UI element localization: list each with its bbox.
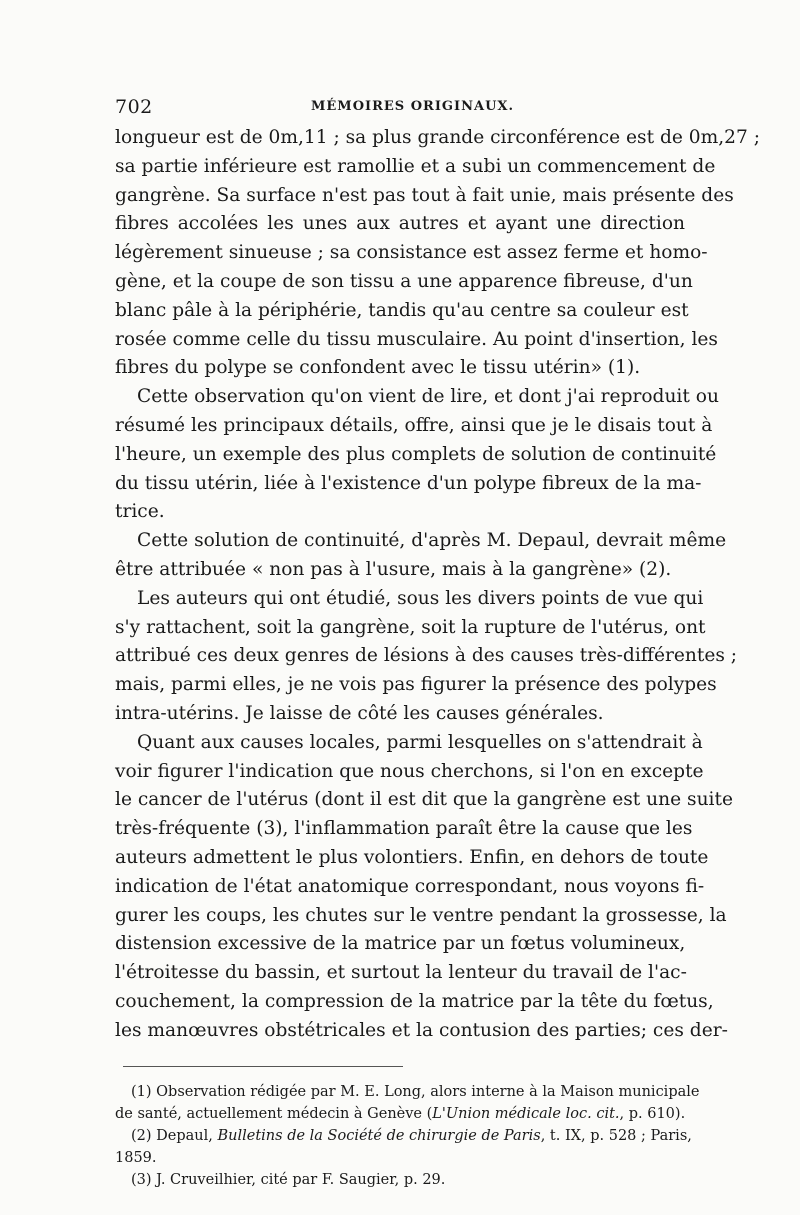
text-line: Quant aux causes locales, parmi lesquelles on s'attendrait à	[137, 731, 703, 753]
text-line: Cette solution de continuité, d'après M. Depaul, devrait même	[137, 530, 727, 552]
text-line: auteurs admettent le plus volontiers. Enfin, en dehors de toute	[115, 846, 709, 868]
text-line: légèrement sinueuse ; sa consistance est assez ferme et homo-	[115, 242, 708, 264]
text-line: Cette observation qu'on vient de lire, et dont j'ai reproduit ou	[137, 386, 719, 408]
body-text	[115, 124, 760, 1046]
footnotes	[115, 1081, 700, 1191]
running-title: MÉMOIRES ORIGINAUX.	[311, 99, 515, 114]
text-line: s'y rattachent, soit la gangrène, soit la rupture de l'utérus, ont	[115, 616, 706, 638]
text-line: l'étroitesse du bassin, et surtout la lenteur du travail de l'ac-	[115, 962, 687, 984]
text-line: sa partie inférieure est ramollie et a subi un commencement de	[115, 155, 716, 177]
text-line: couchement, la compression de la matrice par la tête du fœtus,	[115, 990, 714, 1012]
text-line: gurer les coups, les chutes sur le ventre pendant la grossesse, la	[115, 904, 727, 926]
text-line: trice.	[115, 501, 165, 523]
text-line: résumé les principaux détails, offre, ainsi que je le disais tout à	[115, 414, 713, 436]
text-line: très-fréquente (3), l'inflammation paraît être la cause que les	[115, 818, 693, 840]
text-line: être attribuée « non pas à l'usure, mais à la gangrène» (2).	[115, 558, 672, 580]
text-line: fibres du polype se confondent avec le tissu utérin» (1).	[115, 357, 641, 379]
text-line: gangrène. Sa surface n'est pas tout à fait unie, mais présente des	[115, 184, 734, 206]
text-line: les manœuvres obstétricales et la contusion des parties; ces der-	[115, 1019, 728, 1041]
text-line: distension excessive de la matrice par un fœtus volumineux,	[115, 933, 686, 955]
footnote-1: (1) Observation rédigée par M. E. Long, alors interne à la Maison municipale	[131, 1083, 700, 1100]
text-line: gène, et la coupe de son tissu a une apparence fibreuse, d'un	[115, 270, 693, 292]
footnote-3: (3) J. Cruveilhier, cité par F. Saugier, p. 29.	[131, 1171, 446, 1188]
text-line: attribué ces deux genres de lésions à des causes très-différentes ;	[115, 645, 738, 667]
text-line: voir figurer l'indication que nous cherchons, si l'on en excepte	[115, 760, 704, 782]
text-line: mais, parmi elles, je ne vois pas figurer la présence des polypes	[115, 674, 717, 696]
text-line: blanc pâle à la périphérie, tandis qu'au centre sa couleur est	[115, 299, 689, 321]
footnote-divider	[123, 1066, 403, 1067]
text-line: rosée comme celle du tissu musculaire. Au point d'insertion, les	[115, 328, 718, 350]
text-line: longueur est de 0m,11 ; sa plus grande circonférence est de 0m,27 ;	[115, 127, 760, 148]
page	[115, 96, 760, 1191]
text-line: l'heure, un exemple des plus complets de solution de continuité	[115, 443, 717, 465]
text-line: indication de l'état anatomique correspondant, nous voyons fi-	[115, 875, 705, 897]
footnote-1-continued: de santé, actuellement médecin à Genève (L'Union médicale loc. cit., p. 610).	[115, 1105, 686, 1122]
text-line: fibres accolées les unes aux autres et ayant une direction	[115, 213, 685, 235]
text-line: intra-utérins. Je laisse de côté les causes générales.	[115, 702, 604, 724]
page-number: 702	[115, 96, 153, 118]
text-line: Les auteurs qui ont étudié, sous les divers points de vue qui	[137, 587, 704, 609]
text-line: du tissu utérin, liée à l'existence d'un polype fibreux de la ma-	[115, 472, 702, 494]
text-line: le cancer de l'utérus (dont il est dit que la gangrène est une suite	[115, 789, 733, 811]
page-header	[115, 96, 685, 122]
footnote-2: (2) Depaul, Bulletins de la Société de chirurgie de Paris, t. IX, p. 528 ; Paris,	[131, 1127, 692, 1144]
footnote-2-continued: 1859.	[115, 1149, 157, 1166]
